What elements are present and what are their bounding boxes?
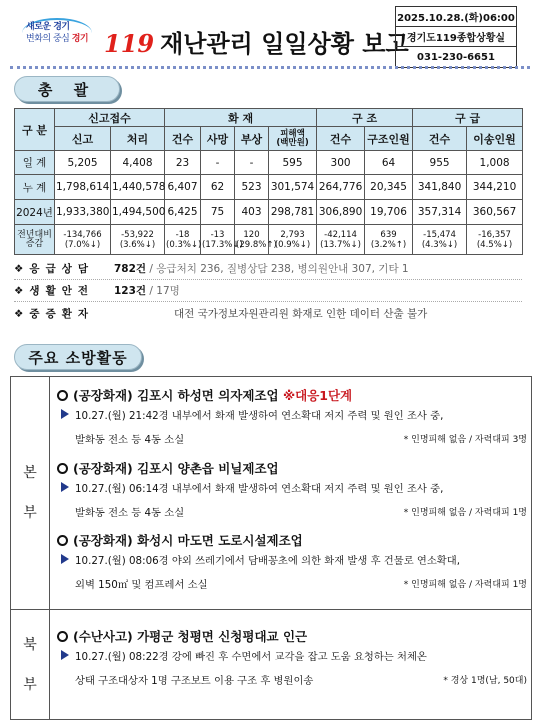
activity-item <box>57 531 527 597</box>
row-label: 누 계 <box>15 175 55 200</box>
cell <box>269 225 317 255</box>
cell <box>55 225 111 255</box>
cell: 1,440,578 <box>111 175 165 200</box>
activity-body <box>61 549 527 597</box>
report-office: 경기도119종합상황실 <box>396 27 516 47</box>
summary-heading: 총 괄 <box>14 76 120 102</box>
activity-line2-text: 발화동 전소 등 4동 소실 <box>75 434 185 446</box>
cell-percent: (3.6%↓) <box>119 239 156 250</box>
cell: 955 <box>413 151 467 175</box>
activity-line1 <box>61 549 527 573</box>
activity-line1-text: 10.27.(월) 08:06경 야외 쓰레기에서 담배꽁초에 의한 화재 발생 후 건물로 연소확대, <box>75 555 460 567</box>
col-header: 처리 <box>111 127 165 151</box>
activity-note: * 인명피해 없음 / 자력대피 1명 <box>403 508 527 518</box>
cell-value: -53,922 <box>121 229 154 240</box>
cell-value: -16,357 <box>478 229 511 240</box>
activity-line1-text: 10.27.(월) 21:42경 내부에서 화재 발생하여 연소확대 저지 주력 및 원인 조사 중, <box>75 410 444 422</box>
cell <box>165 225 201 255</box>
bullet-value <box>174 306 427 321</box>
activity-line2 <box>61 669 527 693</box>
activity-body <box>61 404 527 452</box>
region-hq <box>11 377 49 609</box>
bullet-key-text: 응급상담 <box>29 263 94 275</box>
triangle-bullet-icon <box>61 554 69 564</box>
triangle-bullet-icon <box>61 409 69 419</box>
cell: 1,798,614 <box>55 175 111 200</box>
cell-value: -18 <box>175 229 190 240</box>
report-header <box>0 0 540 72</box>
cell: 75 <box>201 200 235 225</box>
activity-line2-text: 발화동 전소 등 4동 소실 <box>75 507 185 519</box>
col-header: 이송인원 <box>467 127 523 151</box>
row-label: 전년대비 증감 <box>15 225 55 255</box>
cell <box>235 225 277 255</box>
cell <box>467 225 523 255</box>
activity-head <box>57 627 527 645</box>
cell: 1,933,380 <box>55 200 111 225</box>
triangle-bullet-icon <box>61 482 69 492</box>
cell: 23 <box>165 151 201 175</box>
activities-frame <box>10 376 532 720</box>
activity-alert: ※대응1단계 <box>282 388 353 403</box>
cell <box>317 225 365 255</box>
header-divider <box>10 66 530 69</box>
cell: 298,781 <box>269 200 317 225</box>
cell-value: -42,114 <box>324 229 357 240</box>
activity-note: * 경상 1명(남, 50대) <box>443 676 527 686</box>
activity-line2 <box>61 501 527 525</box>
region-row-divider <box>11 609 531 610</box>
triangle-bullet-icon <box>61 650 69 660</box>
activity-item <box>57 386 527 452</box>
circle-bullet-icon <box>57 631 68 642</box>
activity-note: * 인명피해 없음 / 자력대피 3명 <box>403 435 527 445</box>
bullet-value <box>114 261 409 276</box>
activity-head <box>57 459 527 477</box>
cell-percent: (4.3%↓) <box>421 239 458 250</box>
bullet-key-text: 생활안전 <box>29 285 94 297</box>
cell-percent: (3.2%↑) <box>370 239 407 250</box>
cell-value: 639 <box>380 229 397 240</box>
bullet-key <box>14 306 114 321</box>
activity-body <box>61 477 527 525</box>
cell-percent: (17.3%↓) <box>202 239 243 250</box>
cell-value: 120 <box>243 229 260 240</box>
region-char: 부 <box>23 505 37 521</box>
activity-line2-text: 상태 구조대상자 1명 구조보트 이용 구조 후 병원이송 <box>75 675 314 687</box>
cell: 20,345 <box>365 175 413 200</box>
activity-item <box>57 627 527 693</box>
cell: 357,314 <box>413 200 467 225</box>
cell-value: -15,474 <box>423 229 456 240</box>
report-phone: 031-230-6651 <box>417 51 495 63</box>
logo-line2 <box>26 34 88 45</box>
row-label: 일 계 <box>15 151 55 175</box>
activity-note: * 인명피해 없음 / 자력대피 1명 <box>403 580 527 590</box>
activity-title: (공장화재) 김포시 양촌읍 비닐제조업 <box>73 461 279 476</box>
cell: 4,408 <box>111 151 165 175</box>
activity-line1-text: 10.27.(월) 06:14경 내부에서 화재 발생하여 연소확대 저지 주력 및 원인 조사 중, <box>75 483 444 495</box>
cell: 19,706 <box>365 200 413 225</box>
activity-line1 <box>61 645 527 669</box>
cell: 1,494,500 <box>111 200 165 225</box>
cell-value: -134,766 <box>63 229 102 240</box>
cell-percent: (7.0%↓) <box>64 239 101 250</box>
row-label-head: 구 분 <box>15 109 55 151</box>
activity-line1 <box>61 477 527 501</box>
bullet-key <box>14 261 114 276</box>
summary-table <box>14 108 523 255</box>
circle-bullet-icon <box>57 535 68 546</box>
activity-line1 <box>61 404 527 428</box>
activity-line2 <box>61 428 527 452</box>
bullet-critical-patients <box>14 302 522 324</box>
cell: 1,008 <box>467 151 523 175</box>
cell: 360,567 <box>467 200 523 225</box>
region-char: 본 <box>23 465 37 481</box>
group-rescue: 구 조 <box>317 109 413 127</box>
activity-line1-text: 10.27.(월) 08:22경 강에 빠진 후 수면에서 교각을 잡고 도움 요청하는 처체온 <box>75 651 427 663</box>
cell <box>413 225 467 255</box>
region-north <box>11 609 49 721</box>
cell: - <box>235 151 269 175</box>
report-title <box>104 24 409 59</box>
col-header: 건수 <box>165 127 201 151</box>
cell: 5,205 <box>55 151 111 175</box>
bullet-key-text: 중증환자 <box>29 307 94 320</box>
activity-item <box>57 459 527 525</box>
bullet-emergency-consult <box>14 258 522 280</box>
activity-title: (수난사고) 가평군 청평면 신청평대교 인근 <box>73 629 308 644</box>
cell <box>365 225 413 255</box>
report-info-box <box>395 6 517 68</box>
cell-value: -13 <box>210 229 225 240</box>
group-ems: 구 급 <box>413 109 523 127</box>
activities-heading: 주요 소방활동 <box>14 344 142 370</box>
cell: 523 <box>235 175 269 200</box>
row-label: 2024년 <box>15 200 55 225</box>
cell: 301,574 <box>269 175 317 200</box>
activity-line2 <box>61 573 527 597</box>
cell: 344,210 <box>467 175 523 200</box>
cell-percent: (0.9%↓) <box>274 239 311 250</box>
logo-line1: 새로운 경기 <box>26 22 70 32</box>
cell: 403 <box>235 200 269 225</box>
diamond-icon: ❖ <box>14 307 24 320</box>
region-char: 부 <box>23 677 37 693</box>
col-header: 신고 <box>55 127 111 151</box>
logo-line2-b: 경기 <box>71 34 89 44</box>
bullet-rest: / 응급처치 236, 질병상담 238, 병의원안내 307, 기타 1 <box>149 263 409 275</box>
gyeonggi-logo <box>26 22 90 54</box>
bullet-bold: 123건 <box>114 285 147 297</box>
bullet-key <box>14 283 114 298</box>
bullet-bold: 782건 <box>114 263 147 275</box>
cell-percent: (13.7%↓) <box>320 239 361 250</box>
col-header: 구조인원 <box>365 127 413 151</box>
activity-line2-text: 외벽 150㎡ 및 컴프레서 소실 <box>75 579 208 591</box>
summary-bullets <box>14 258 522 324</box>
cell: 6,425 <box>165 200 201 225</box>
circle-bullet-icon <box>57 390 68 401</box>
cell <box>201 225 243 255</box>
bullet-rest: / 17명 <box>149 285 180 297</box>
region-char: 북 <box>23 637 37 653</box>
group-report: 신고접수 <box>55 109 165 127</box>
cell-value: 2,793 <box>280 229 305 240</box>
col-header: 사망 <box>201 127 235 151</box>
activity-title: (공장화재) 김포시 하성면 의자제조업 <box>73 388 279 403</box>
activity-head <box>57 386 527 404</box>
title-number: 119 <box>104 29 155 58</box>
diamond-icon: ❖ <box>14 263 24 275</box>
cell: 595 <box>269 151 317 175</box>
diamond-icon: ❖ <box>14 285 24 297</box>
col-header: 부상 <box>235 127 269 151</box>
cell: 264,776 <box>317 175 365 200</box>
group-fire: 화 재 <box>165 109 317 127</box>
cell: 306,890 <box>317 200 365 225</box>
cell: 300 <box>317 151 365 175</box>
activity-body <box>61 645 527 693</box>
table-row <box>15 175 523 200</box>
cell <box>111 225 165 255</box>
cell: 64 <box>365 151 413 175</box>
table-row <box>15 200 523 225</box>
cell: 6,407 <box>165 175 201 200</box>
bullet-rest: 대전 국가정보자원관리원 화재로 인한 데이터 산출 불가 <box>174 307 428 320</box>
activity-title: (공장화재) 화성시 마도면 도로시설제조업 <box>73 533 303 548</box>
bullet-value <box>114 283 180 298</box>
cell: - <box>201 151 235 175</box>
logo-line2-a: 변화의 중심 <box>26 34 70 44</box>
cell-percent: (29.8%↑) <box>236 239 277 250</box>
cell: 341,840 <box>413 175 467 200</box>
circle-bullet-icon <box>57 463 68 474</box>
cell: 62 <box>201 175 235 200</box>
col-header: 건수 <box>413 127 467 151</box>
table-row-compare <box>15 225 523 255</box>
bullet-life-safety <box>14 280 522 302</box>
col-header: 건수 <box>317 127 365 151</box>
region-divider <box>49 377 50 719</box>
cell-percent: (0.3%↓) <box>166 239 202 250</box>
title-text: 재난관리 일일상황 보고 <box>160 29 409 58</box>
col-header-damage: 피해액 (백만원) <box>269 127 317 151</box>
report-date: 2025.10.28.(화)06:00 <box>396 7 516 27</box>
activity-head <box>57 531 527 549</box>
cell-percent: (4.5%↓) <box>476 239 513 250</box>
table-row <box>15 151 523 175</box>
